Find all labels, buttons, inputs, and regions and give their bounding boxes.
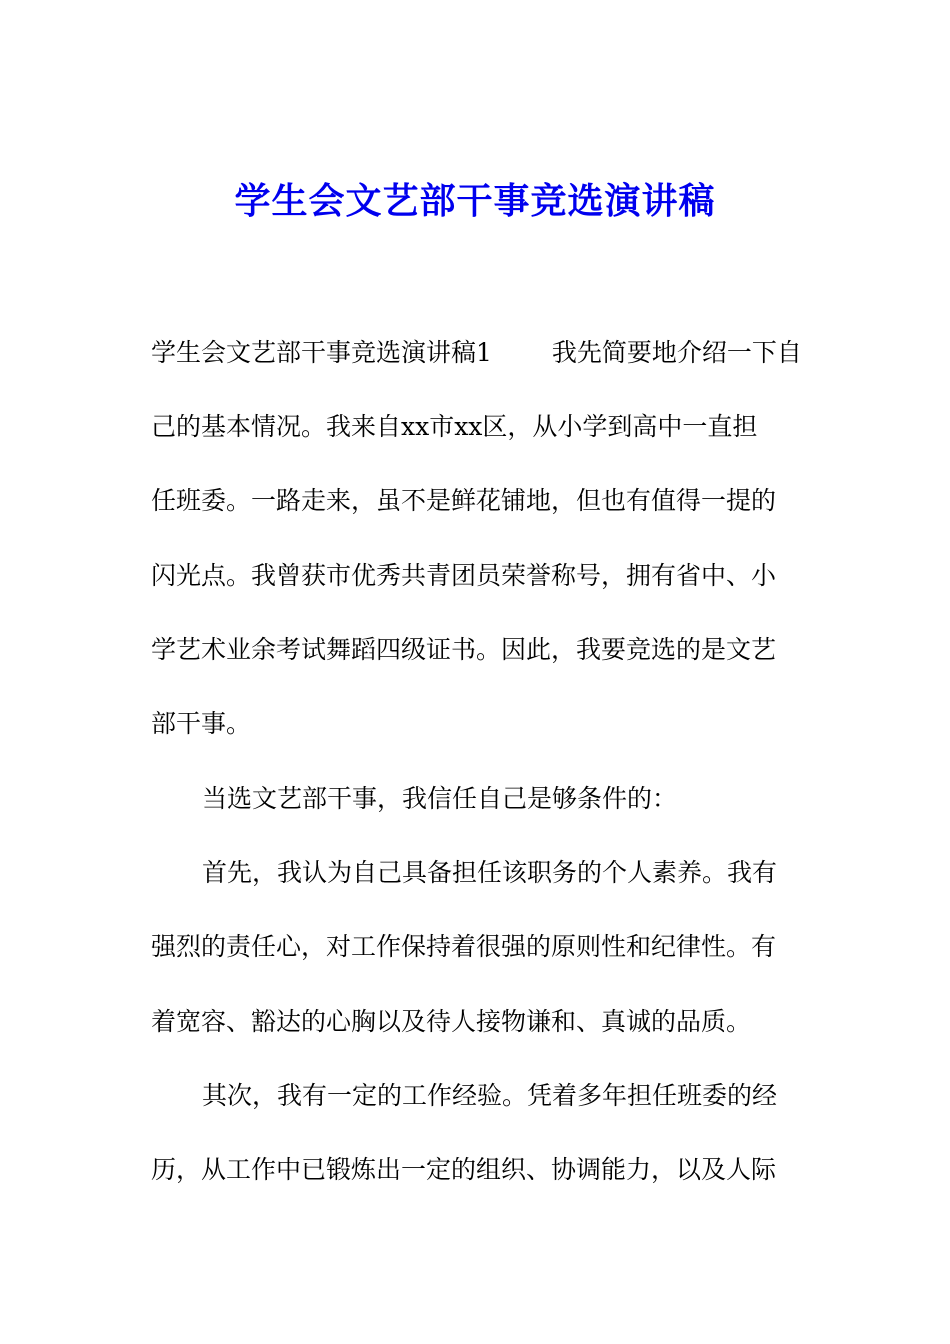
body-line-9: 强烈的责任心，对工作保持着很强的原则性和纪律性。有 [151,932,777,961]
document-title: 学生会文艺部干事竞选演讲稿 [234,181,716,222]
body-line-11: 其次，我有一定的工作经验。凭着多年担任班委的经 [202,1081,778,1110]
body-line-7: 当选文艺部干事，我信任自己是够条件的： [202,784,678,813]
body-line-1 [151,336,811,370]
body-line-4: 闪光点。我曾获市优秀共青团员荣誉称号，拥有省中、小 [151,561,777,590]
inline-heading: 学生会文艺部干事竞选演讲稿1 [151,338,492,367]
body-line-5: 学艺术业余考试舞蹈四级证书。因此，我要竞选的是文艺 [151,635,777,664]
body-line-10: 着宽容、豁达的心胸以及待人接物谦和、真诚的品质。 [151,1007,752,1036]
body-line-6: 部干事。 [151,709,252,738]
body-line-12: 历，从工作中已锻炼出一定的组织、协调能力，以及人际 [151,1155,777,1184]
body-line-2: 己的基本情况。我来自xx市xx区，从小学到高中一直担 [151,412,758,441]
body-line-8: 首先，我认为自己具备担任该职务的个人素养。我有 [202,858,778,887]
body-line-3: 任班委。一路走来，虽不是鲜花铺地，但也有值得一提的 [151,486,777,515]
body-line-1-text: 我先简要地介绍一下自 [551,338,802,367]
